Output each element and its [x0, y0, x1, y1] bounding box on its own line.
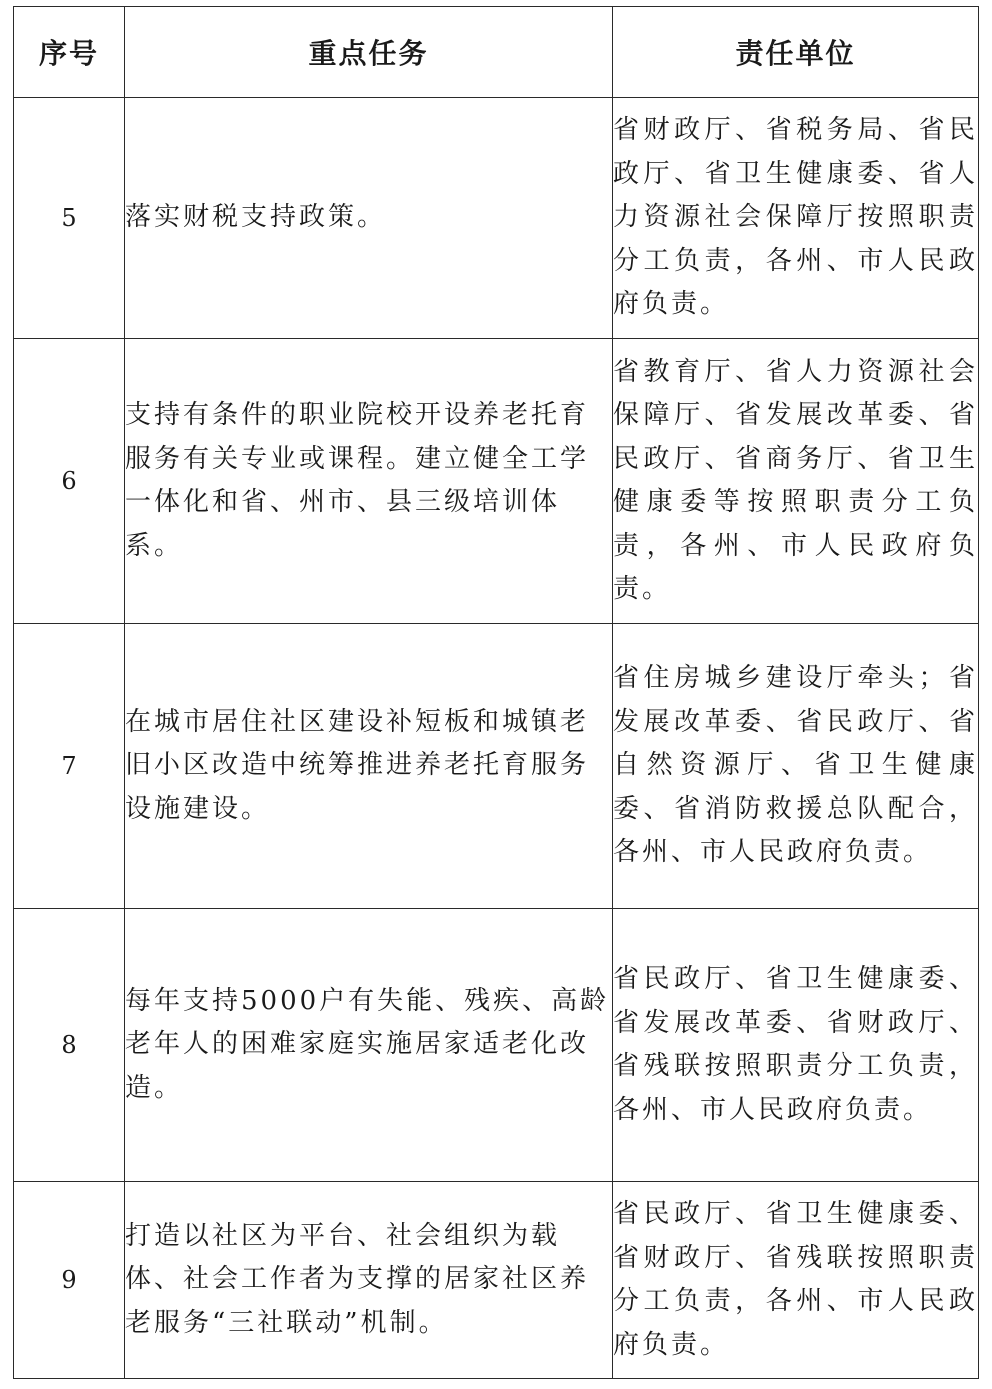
header-index: 序号 [14, 7, 125, 98]
header-task: 重点任务 [125, 7, 613, 98]
row-task: 支持有条件的职业院校开设养老托育服务有关专业或课程。建立健全工学一体化和省、州市、县三级培训体系。 [125, 339, 613, 624]
row-index: 5 [14, 98, 125, 339]
row-unit: 省民政厅、省卫生健康委、省发展改革委、省财政厅、省残联按照职责分工负责，各州、市人民政府负责。 [613, 909, 979, 1182]
row-index: 8 [14, 909, 125, 1182]
row-task: 每年支持5000户有失能、残疾、高龄老年人的困难家庭实施居家适老化改造。 [125, 909, 613, 1182]
row-unit: 省民政厅、省卫生健康委、省财政厅、省残联按照职责分工负责，各州、市人民政府负责。 [613, 1182, 979, 1379]
row-index: 9 [14, 1182, 125, 1379]
row-index: 7 [14, 624, 125, 909]
header-unit: 责任单位 [613, 7, 979, 98]
table-row [14, 98, 979, 339]
row-task: 打造以社区为平台、社会组织为载体、社会工作者为支撑的居家社区养老服务“三社联动”机制。 [125, 1182, 613, 1379]
task-table [13, 6, 979, 1379]
row-unit: 省财政厅、省税务局、省民政厅、省卫生健康委、省人力资源社会保障厅按照职责分工负责，各州、市人民政府负责。 [613, 98, 979, 339]
table-row [14, 624, 979, 909]
row-index: 6 [14, 339, 125, 624]
row-unit: 省住房城乡建设厅牵头；省发展改革委、省民政厅、省自然资源厅、省卫生健康委、省消防救援总队配合，各州、市人民政府负责。 [613, 624, 979, 909]
table-row [14, 909, 979, 1182]
table-row [14, 339, 979, 624]
table-header-row [14, 7, 979, 98]
table-row [14, 1182, 979, 1379]
row-task: 在城市居住社区建设补短板和城镇老旧小区改造中统筹推进养老托育服务设施建设。 [125, 624, 613, 909]
row-task: 落实财税支持政策。 [125, 98, 613, 339]
row-unit: 省教育厅、省人力资源社会保障厅、省发展改革委、省民政厅、省商务厅、省卫生健康委等按照职责分工负责，各州、市人民政府负责。 [613, 339, 979, 624]
